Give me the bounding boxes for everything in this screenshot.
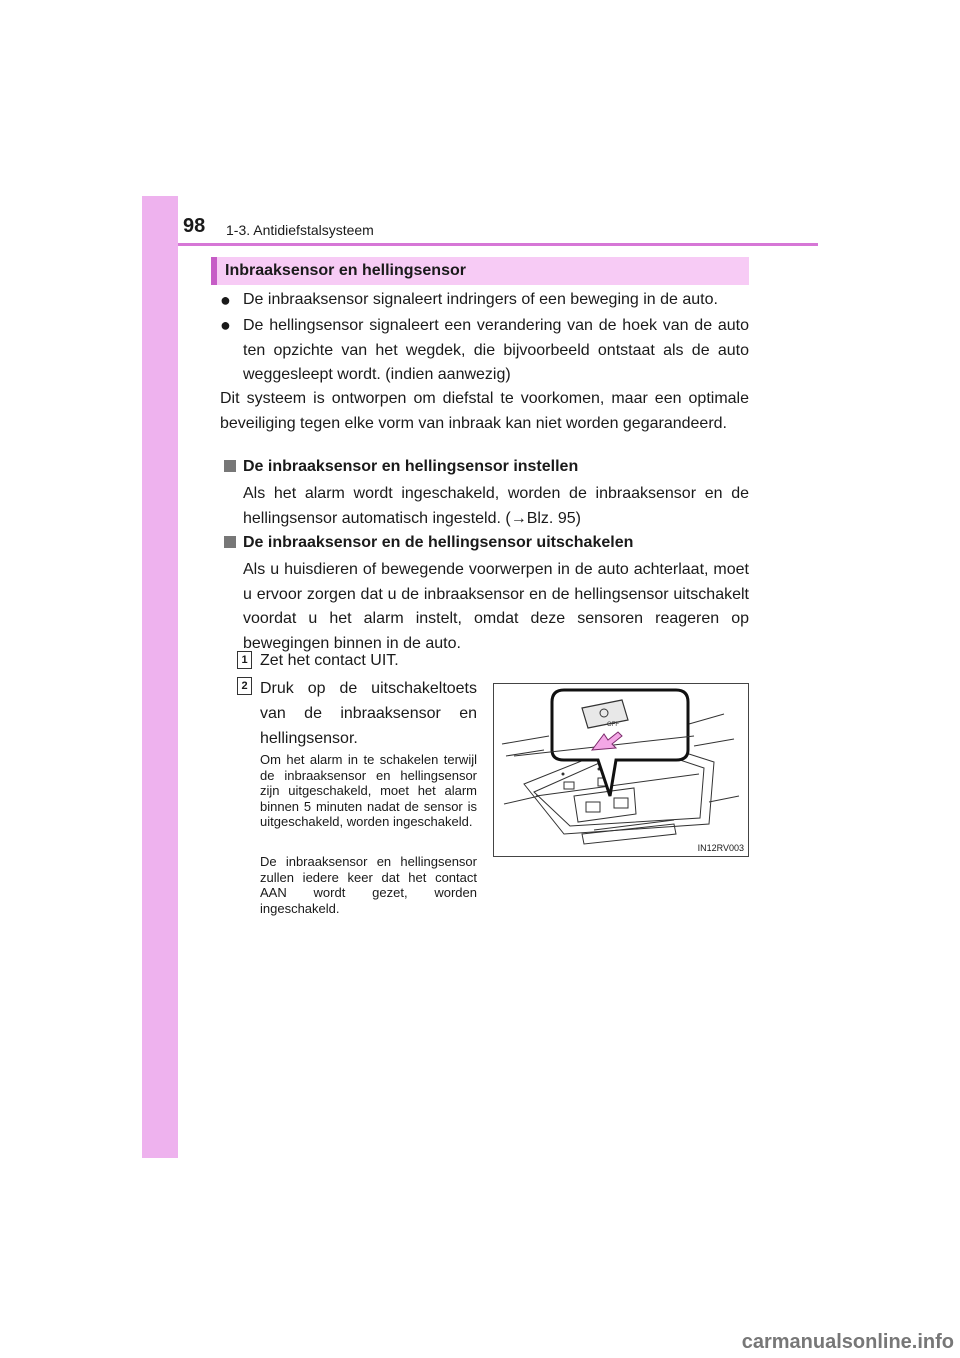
chapter-title: 1-3. Antidiefstalsysteem (226, 222, 374, 238)
step-2-number: 2 (237, 677, 252, 695)
figure-code: IN12RV003 (697, 843, 744, 853)
section-title: Inbraaksensor en hellingsensor (225, 262, 466, 279)
overhead-console-illustration (493, 683, 749, 857)
square-bullet-icon (224, 460, 236, 472)
bullet-2-text: De hellingsensor signaleert een verandering van de hoek van de auto ten opzichte van het wegdek, die bijvoorbeeld ontstaat als de auto weggesleept wordt. (indien aanwezig) (243, 317, 749, 383)
sidebar-tab (142, 196, 178, 1158)
step-1-text: Zet het contact UIT. (260, 652, 399, 669)
page-number: 98 (183, 215, 206, 237)
subheading-disable: De inbraaksensor en de hellingsensor uitschakelen (243, 534, 634, 551)
console-drawing (494, 684, 748, 856)
watermark: carmanualsonline.info (741, 1331, 954, 1353)
step-1-number: 1 (237, 651, 252, 669)
bullet-icon: ● (220, 290, 231, 310)
subtext-disable: Als u huisdieren of bewegende voorwerpen in de auto achterlaat, moet u ervoor zorgen dat u de inbraaksensor en de hellingsensor uitschakelt voordat u het alarm instelt, omdat deze sensoren reageren op bewegingen binnen in de auto. (243, 561, 749, 652)
section-heading (211, 257, 749, 285)
note-1: Om het alarm in te schakelen terwijl de inbraaksensor en hellingsensor zijn uitgeschakeld, moet het alarm binnen 5 minuten nadat de sensor is uitgeschakeld, worden ingeschakeld. (260, 752, 477, 830)
note-2: De inbraaksensor en hellingsensor zullen iedere keer dat het contact AAN wordt gezet, worden ingeschakeld. (260, 854, 477, 916)
subheading-set: De inbraaksensor en hellingsensor instellen (243, 458, 579, 475)
bullet-1-text: De inbraaksensor signaleert indringers of een beweging in de auto. (243, 291, 718, 308)
step-2-text: Druk op de uitschakeltoets van de inbraaksensor en hellingsensor. (260, 680, 477, 747)
intro-paragraph: Dit systeem is ontworpen om diefstal te voorkomen, maar een optimale beveiliging tegen elke vorm van inbraak kan niet worden gegarandeerd. (220, 390, 749, 432)
bullet-icon: ● (220, 315, 231, 335)
header-rule (178, 243, 818, 246)
square-bullet-icon (224, 536, 236, 548)
subtext-set: Als het alarm wordt ingeschakeld, worden de inbraaksensor en de hellingsensor automatisch ingesteld. (→Blz. 95) (243, 485, 749, 527)
off-button-label: OFF (607, 722, 619, 728)
